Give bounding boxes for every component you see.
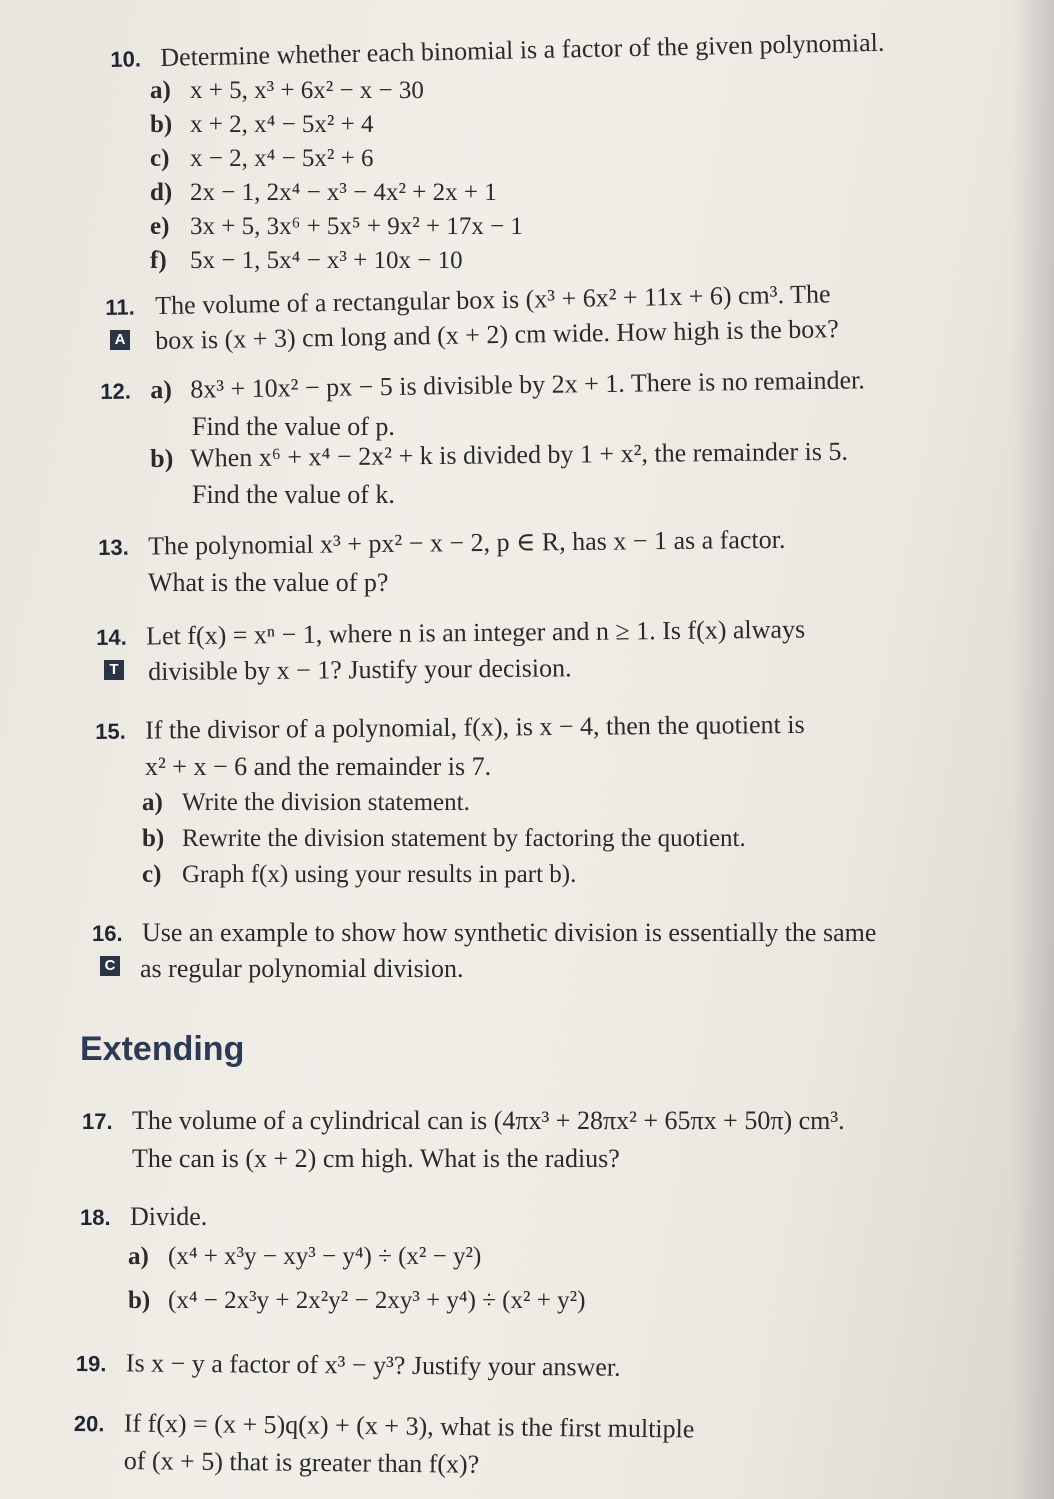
question-14-line2: divisible by x − 1? Justify your decision. <box>148 653 572 686</box>
question-text-line1: The polynomial x³ + px² − x − 2, p ∈ R, has x − 1 as a factor. <box>148 524 786 561</box>
q18-part-b <box>128 1284 585 1318</box>
q10-part-e <box>150 210 523 244</box>
application-badge: A <box>110 330 130 350</box>
q10-part-a <box>150 74 424 108</box>
part-label: c) <box>142 861 162 888</box>
part-text: Graph f(x) using your results in part b). <box>182 861 577 888</box>
part-text: (x⁴ + x³y − xy³ − y⁴) ÷ (x² − y²) <box>168 1243 482 1270</box>
q15-part-a <box>142 786 470 820</box>
part-text: 5x − 1, 5x⁴ − x³ + 10x − 10 <box>190 247 463 274</box>
part-text: When x⁶ + x⁴ − 2x² + k is divided by 1 + x², the remainder is 5. <box>190 436 849 473</box>
part-text: (x⁴ − 2x³y + 2x²y² − 2xy³ + y⁴) ÷ (x² + y²) <box>168 1287 586 1314</box>
part-label: a) <box>128 1243 149 1270</box>
question-17 <box>82 1104 845 1139</box>
question-text-line1: The volume of a cylindrical can is (4πx³ + 28πx² + 65πx + 50π) cm³. <box>132 1106 845 1135</box>
question-14 <box>96 613 805 655</box>
part-text: x + 2, x⁴ − 5x² + 4 <box>190 111 374 138</box>
part-label: a) <box>150 374 173 405</box>
q15-part-c <box>142 858 576 892</box>
question-19 <box>76 1346 621 1386</box>
q10-part-b <box>150 108 374 142</box>
question-text-line1: If f(x) = (x + 5)q(x) + (x + 3), what is the first multiple <box>123 1408 695 1444</box>
question-number: 12. <box>100 378 132 404</box>
question-20 <box>74 1406 695 1447</box>
question-number: 15. <box>95 718 126 744</box>
question-text: Divide. <box>130 1202 208 1231</box>
part-text: x + 5, x³ + 6x² − x − 30 <box>190 77 424 104</box>
q12-part-a-line2: Find the value of p. <box>192 412 395 441</box>
question-text: Is x − y a factor of x³ − y³? Justify your answer. <box>125 1348 621 1382</box>
part-label: f) <box>150 247 167 274</box>
question-15-line2: x² + x − 6 and the remainder is 7. <box>145 752 492 781</box>
question-15 <box>95 708 805 749</box>
question-text-line1: If the divisor of a polynomial, f(x), is x − 4, then the quotient is <box>145 709 805 745</box>
part-label: d) <box>150 179 173 206</box>
part-text: Write the division statement. <box>182 789 470 816</box>
q12-part-b-line2: Find the value of k. <box>192 480 395 509</box>
q18-part-a <box>128 1240 481 1274</box>
question-11-line2: box is (x + 3) cm long and (x + 2) cm wide. How high is the box? <box>155 314 839 355</box>
part-label: b) <box>142 825 165 852</box>
question-13-line2: What is the value of p? <box>148 568 389 597</box>
question-number: 19. <box>75 1350 107 1377</box>
part-text: 3x + 5, 3x⁶ + 5x⁵ + 9x² + 17x − 1 <box>190 213 523 240</box>
question-number: 16. <box>92 921 123 946</box>
question-number: 17. <box>82 1109 113 1134</box>
part-label: a) <box>150 77 171 104</box>
question-17-line2: The can is (x + 2) cm high. What is the radius? <box>132 1144 620 1173</box>
question-number: 11. <box>105 294 135 320</box>
q12-part-b <box>150 435 848 476</box>
communication-badge: C <box>100 956 120 976</box>
q15-part-b <box>142 822 746 856</box>
part-label: b) <box>150 111 173 138</box>
part-label: a) <box>142 789 163 816</box>
part-label: e) <box>150 213 170 240</box>
question-number: 10. <box>110 46 142 72</box>
question-text: Determine whether each binomial is a factor of the given polynomial. <box>160 27 885 72</box>
question-20-line2: of (x + 5) that is greater than f(x)? <box>123 1445 480 1479</box>
section-heading-extending: Extending <box>80 1030 245 1068</box>
question-18 <box>80 1200 207 1235</box>
part-text: 2x − 1, 2x⁴ − x³ − 4x² + 2x + 1 <box>190 179 497 206</box>
question-number: 13. <box>98 534 129 560</box>
question-number: 20. <box>73 1410 105 1437</box>
question-text-line1: The volume of a rectangular box is (x³ + 6x² + 11x + 6) cm³. The <box>155 279 831 321</box>
question-text-line1: Let f(x) = xⁿ − 1, where n is an integer and n ≥ 1. Is f(x) always <box>146 614 806 651</box>
part-label: c) <box>150 145 170 172</box>
q10-part-d <box>150 176 497 210</box>
q10-part-c <box>150 142 374 176</box>
question-13 <box>98 523 786 565</box>
thinking-badge: T <box>104 660 124 680</box>
q10-part-f <box>150 244 463 278</box>
question-number: 18. <box>80 1205 111 1230</box>
part-text: 8x³ + 10x² − px − 5 is divisible by 2x + 1. There is no remainder. <box>190 365 865 404</box>
question-12 <box>100 363 865 409</box>
part-label: b) <box>128 1287 151 1314</box>
part-text: Rewrite the division statement by factoring the quotient. <box>182 825 746 852</box>
part-label: b) <box>150 443 174 473</box>
question-10 <box>110 26 885 77</box>
question-16-line2: as regular polynomial division. <box>140 954 464 983</box>
question-text-line1: Use an example to show how synthetic division is essentially the same <box>142 918 877 947</box>
part-text: x − 2, x⁴ − 5x² + 6 <box>190 145 374 172</box>
question-16 <box>92 916 876 951</box>
question-number: 14. <box>96 624 127 650</box>
